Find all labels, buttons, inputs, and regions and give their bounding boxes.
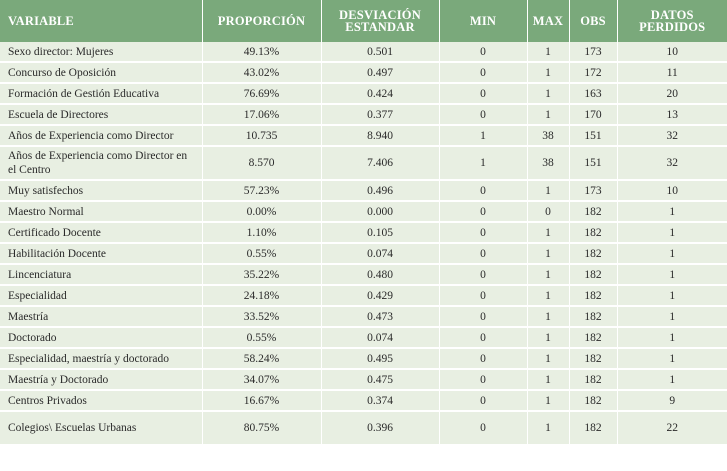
- cell-desviacion: 0.074: [321, 243, 439, 264]
- cell-proporcion: 34.07%: [202, 369, 321, 390]
- table-row: [0, 369, 727, 390]
- cell-min: 0: [439, 180, 527, 201]
- table-row: [0, 390, 727, 411]
- cell-variable: Formación de Gestión Educativa: [0, 83, 202, 104]
- cell-datos-perdidos: 1: [617, 264, 727, 285]
- header-proporcion: PROPORCIÓN: [202, 0, 321, 42]
- cell-datos-perdidos: 32: [617, 146, 727, 180]
- cell-max: 1: [527, 390, 569, 411]
- cell-obs: 182: [569, 327, 617, 348]
- cell-variable: Sexo director: Mujeres: [0, 42, 202, 62]
- cell-max: 1: [527, 369, 569, 390]
- cell-variable: Especialidad: [0, 285, 202, 306]
- cell-min: 0: [439, 264, 527, 285]
- table-body: [0, 42, 727, 445]
- cell-obs: 182: [569, 222, 617, 243]
- cell-obs: 182: [569, 306, 617, 327]
- cell-min: 0: [439, 222, 527, 243]
- cell-proporcion: 0.00%: [202, 201, 321, 222]
- cell-desviacion: 0.074: [321, 327, 439, 348]
- cell-max: 1: [527, 411, 569, 445]
- cell-desviacion: 8.940: [321, 125, 439, 146]
- cell-datos-perdidos: 32: [617, 125, 727, 146]
- cell-obs: 170: [569, 104, 617, 125]
- cell-datos-perdidos: 9: [617, 390, 727, 411]
- cell-obs: 151: [569, 125, 617, 146]
- table-row: [0, 104, 727, 125]
- cell-obs: 182: [569, 411, 617, 445]
- cell-max: 1: [527, 180, 569, 201]
- cell-min: 0: [439, 390, 527, 411]
- cell-datos-perdidos: 22: [617, 411, 727, 445]
- table-row: [0, 264, 727, 285]
- cell-desviacion: 0.105: [321, 222, 439, 243]
- cell-min: 0: [439, 411, 527, 445]
- cell-max: 1: [527, 243, 569, 264]
- cell-proporcion: 0.55%: [202, 327, 321, 348]
- cell-desviacion: 0.377: [321, 104, 439, 125]
- cell-datos-perdidos: 11: [617, 62, 727, 83]
- cell-desviacion: 0.501: [321, 42, 439, 62]
- cell-min: 0: [439, 327, 527, 348]
- cell-obs: 182: [569, 390, 617, 411]
- table-row: [0, 348, 727, 369]
- table-row: [0, 83, 727, 104]
- table-row: [0, 411, 727, 445]
- cell-proporcion: 80.75%: [202, 411, 321, 445]
- cell-proporcion: 24.18%: [202, 285, 321, 306]
- cell-variable: Maestro Normal: [0, 201, 202, 222]
- cell-obs: 182: [569, 201, 617, 222]
- cell-min: 0: [439, 285, 527, 306]
- header-obs: OBS: [569, 0, 617, 42]
- cell-variable: Especialidad, maestría y doctorado: [0, 348, 202, 369]
- cell-desviacion: 0.396: [321, 411, 439, 445]
- cell-min: 0: [439, 201, 527, 222]
- cell-max: 1: [527, 222, 569, 243]
- table-row: [0, 243, 727, 264]
- cell-variable: Muy satisfechos: [0, 180, 202, 201]
- cell-max: 1: [527, 104, 569, 125]
- cell-max: 1: [527, 327, 569, 348]
- cell-obs: 163: [569, 83, 617, 104]
- cell-proporcion: 43.02%: [202, 62, 321, 83]
- cell-proporcion: 58.24%: [202, 348, 321, 369]
- header-max: MAX: [527, 0, 569, 42]
- table-header: [0, 0, 727, 42]
- table-row: [0, 146, 727, 180]
- cell-obs: 182: [569, 348, 617, 369]
- cell-desviacion: 0.475: [321, 369, 439, 390]
- cell-datos-perdidos: 1: [617, 243, 727, 264]
- cell-min: 0: [439, 243, 527, 264]
- cell-datos-perdidos: 1: [617, 327, 727, 348]
- cell-min: 0: [439, 348, 527, 369]
- cell-proporcion: 16.67%: [202, 390, 321, 411]
- cell-desviacion: 7.406: [321, 146, 439, 180]
- cell-proporcion: 1.10%: [202, 222, 321, 243]
- cell-min: 0: [439, 62, 527, 83]
- table-row: [0, 201, 727, 222]
- cell-proporcion: 8.570: [202, 146, 321, 180]
- cell-datos-perdidos: 10: [617, 180, 727, 201]
- cell-obs: 151: [569, 146, 617, 180]
- table-row: [0, 125, 727, 146]
- cell-proporcion: 10.735: [202, 125, 321, 146]
- cell-variable: Maestría y Doctorado: [0, 369, 202, 390]
- cell-variable: Lincenciatura: [0, 264, 202, 285]
- header-desviacion-estandar: DESVIACIÓN ESTANDAR: [321, 0, 439, 42]
- cell-max: 0: [527, 201, 569, 222]
- cell-variable: Concurso de Oposición: [0, 62, 202, 83]
- cell-desviacion: 0.497: [321, 62, 439, 83]
- cell-variable: Escuela de Directores: [0, 104, 202, 125]
- cell-datos-perdidos: 13: [617, 104, 727, 125]
- cell-obs: 182: [569, 264, 617, 285]
- cell-min: 0: [439, 42, 527, 62]
- cell-max: 38: [527, 146, 569, 180]
- cell-datos-perdidos: 10: [617, 42, 727, 62]
- cell-datos-perdidos: 20: [617, 83, 727, 104]
- cell-variable: Años de Experiencia como Director: [0, 125, 202, 146]
- cell-proporcion: 76.69%: [202, 83, 321, 104]
- cell-max: 1: [527, 348, 569, 369]
- cell-variable: Centros Privados: [0, 390, 202, 411]
- cell-variable: Habilitación Docente: [0, 243, 202, 264]
- cell-proporcion: 57.23%: [202, 180, 321, 201]
- table-row: [0, 285, 727, 306]
- cell-proporcion: 35.22%: [202, 264, 321, 285]
- cell-datos-perdidos: 1: [617, 201, 727, 222]
- cell-max: 1: [527, 83, 569, 104]
- cell-proporcion: 49.13%: [202, 42, 321, 62]
- cell-desviacion: 0.473: [321, 306, 439, 327]
- table-row: [0, 222, 727, 243]
- cell-obs: 182: [569, 243, 617, 264]
- header-row: [0, 0, 727, 42]
- cell-variable: Colegios\ Escuelas Urbanas: [0, 411, 202, 445]
- cell-min: 0: [439, 104, 527, 125]
- cell-max: 1: [527, 264, 569, 285]
- cell-max: 1: [527, 42, 569, 62]
- table-row: [0, 306, 727, 327]
- cell-desviacion: 0.374: [321, 390, 439, 411]
- cell-variable: Certificado Docente: [0, 222, 202, 243]
- cell-obs: 172: [569, 62, 617, 83]
- cell-max: 1: [527, 285, 569, 306]
- cell-proporcion: 17.06%: [202, 104, 321, 125]
- cell-min: 0: [439, 83, 527, 104]
- cell-max: 1: [527, 62, 569, 83]
- header-variable: VARIABLE: [0, 0, 202, 42]
- cell-min: 0: [439, 306, 527, 327]
- cell-min: 1: [439, 125, 527, 146]
- cell-max: 1: [527, 306, 569, 327]
- cell-desviacion: 0.429: [321, 285, 439, 306]
- cell-desviacion: 0.496: [321, 180, 439, 201]
- table-row: [0, 327, 727, 348]
- cell-datos-perdidos: 1: [617, 369, 727, 390]
- cell-obs: 173: [569, 180, 617, 201]
- cell-desviacion: 0.424: [321, 83, 439, 104]
- header-min: MIN: [439, 0, 527, 42]
- cell-datos-perdidos: 1: [617, 222, 727, 243]
- cell-desviacion: 0.000: [321, 201, 439, 222]
- table-row: [0, 42, 727, 62]
- cell-obs: 173: [569, 42, 617, 62]
- cell-datos-perdidos: 1: [617, 285, 727, 306]
- cell-max: 38: [527, 125, 569, 146]
- table-row: [0, 180, 727, 201]
- cell-variable: Doctorado: [0, 327, 202, 348]
- header-datos-perdidos: DATOS PERDIDOS: [617, 0, 727, 42]
- table-row: [0, 62, 727, 83]
- cell-obs: 182: [569, 285, 617, 306]
- cell-datos-perdidos: 1: [617, 306, 727, 327]
- cell-min: 1: [439, 146, 527, 180]
- cell-datos-perdidos: 1: [617, 348, 727, 369]
- cell-variable: Maestría: [0, 306, 202, 327]
- cell-proporcion: 33.52%: [202, 306, 321, 327]
- cell-desviacion: 0.480: [321, 264, 439, 285]
- cell-desviacion: 0.495: [321, 348, 439, 369]
- cell-variable: Años de Experiencia como Director en el Centro: [0, 146, 202, 180]
- cell-proporcion: 0.55%: [202, 243, 321, 264]
- cell-min: 0: [439, 369, 527, 390]
- cell-obs: 182: [569, 369, 617, 390]
